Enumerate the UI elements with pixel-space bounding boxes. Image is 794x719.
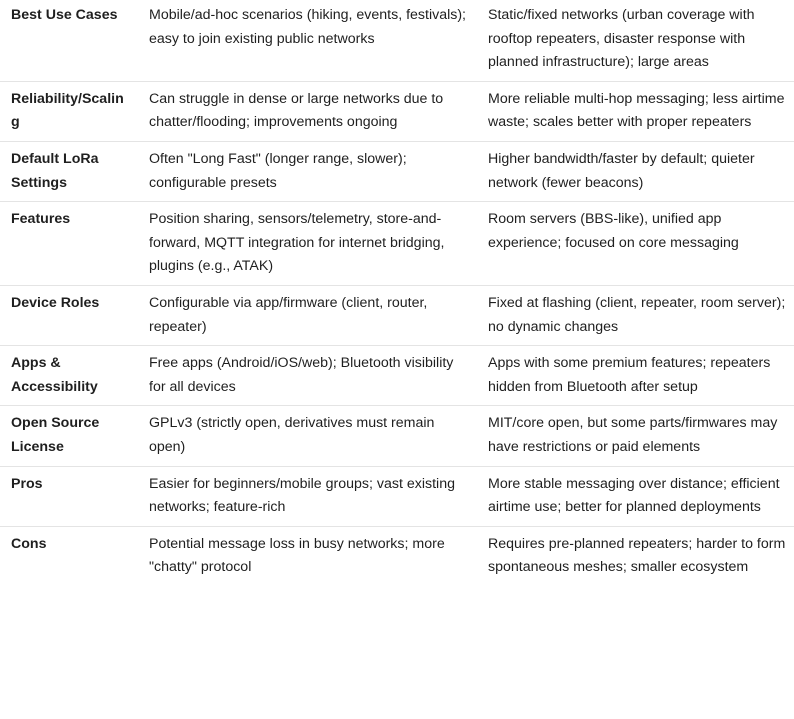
option-b-cell: Higher bandwidth/faster by default; quieter network (fewer beacons) [476,141,794,201]
table-row [0,466,794,526]
option-b-cell: More stable messaging over distance; efficient airtime use; better for planned deployments [476,466,794,526]
option-b-cell: Static/fixed networks (urban coverage with rooftop repeaters, disaster response with planned infrastructure); large areas [476,0,794,81]
table-row [0,81,794,141]
table-row [0,285,794,345]
option-a-cell: Mobile/ad-hoc scenarios (hiking, events, festivals); easy to join existing public networks [138,0,476,81]
option-a-cell: GPLv3 (strictly open, derivatives must remain open) [138,406,476,466]
option-b-cell: Requires pre-planned repeaters; harder to form spontaneous meshes; smaller ecosystem [488,535,786,576]
aspect-cell: Reliability/Scaling [0,81,138,141]
table-row [0,141,794,201]
option-a-cell: Position sharing, sensors/telemetry, store-and-forward, MQTT integration for internet bridging, plugins (e.g., ATAK) [138,202,476,286]
aspect-cell: Pros [0,466,138,526]
aspect-cell: Default LoRa Settings [0,141,138,201]
option-b-cell: Room servers (BBS-like), unified app experience; focused on core messaging [476,202,794,286]
table-row [0,526,794,586]
aspect-cell: Cons [11,535,47,552]
aspect-cell: Features [0,202,138,286]
option-a-cell: Configurable via app/firmware (client, router, repeater) [138,285,476,345]
aspect-cell: Device Roles [0,285,138,345]
aspect-cell: Apps & Accessibility [0,346,138,406]
option-a-cell: Free apps (Android/iOS/web); Bluetooth visibility for all devices [138,346,476,406]
table-row [0,406,794,466]
option-b-cell: More reliable multi-hop messaging; less airtime waste; scales better with proper repeaters [476,81,794,141]
option-b-cell: Fixed at flashing (client, repeater, room server); no dynamic changes [476,285,794,345]
option-a-cell: Potential message loss in busy networks; more "chatty" protocol [149,535,445,576]
table-row [0,202,794,286]
option-a-cell: Often "Long Fast" (longer range, slower); configurable presets [138,141,476,201]
table-row [0,346,794,406]
aspect-cell: Open Source License [0,406,138,466]
option-b-cell: Apps with some premium features; repeaters hidden from Bluetooth after setup [476,346,794,406]
table-row [0,0,794,81]
option-a-cell: Easier for beginners/mobile groups; vast existing networks; feature-rich [138,466,476,526]
option-a-cell: Can struggle in dense or large networks due to chatter/flooding; improvements ongoing [138,81,476,141]
option-b-cell: MIT/core open, but some parts/firmwares may have restrictions or paid elements [476,406,794,466]
aspect-cell: Best Use Cases [0,0,138,81]
